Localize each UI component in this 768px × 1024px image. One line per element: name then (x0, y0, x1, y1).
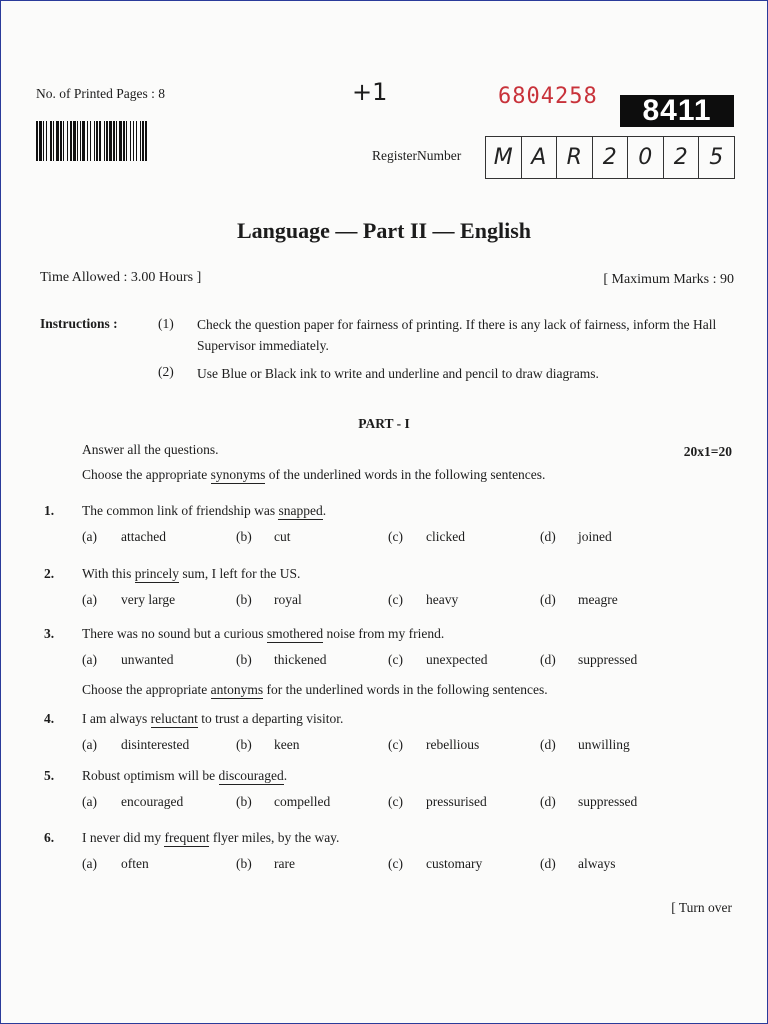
register-number-boxes (485, 136, 735, 179)
barcode-bar (145, 121, 147, 161)
option-text: pressurised (426, 794, 487, 809)
option-label: (d) (540, 592, 556, 607)
underlined-word: princely (134, 566, 179, 581)
option-label: (b) (236, 529, 252, 544)
option-text: heavy (426, 592, 459, 607)
option-label: (c) (388, 592, 403, 607)
option-text: often (121, 856, 149, 871)
option-label: (a) (82, 529, 97, 544)
printed-pages: No. of Printed Pages : 8 (36, 86, 165, 101)
question-text: The common link of friendship was snapped. (82, 503, 327, 518)
underlined-word: reluctant (150, 711, 198, 726)
answer-all-text: Answer all the questions. (82, 442, 219, 457)
question-number: 3. (44, 626, 55, 641)
register-box: 2 (592, 137, 628, 178)
question-text: Robust optimism will be discouraged. (82, 768, 288, 783)
option-label: (c) (388, 652, 403, 667)
underlined-word: antonyms (210, 682, 264, 697)
instruction-number: (2) (158, 364, 174, 379)
barcode (36, 121, 244, 161)
part-marks: 20x1=20 (683, 444, 732, 459)
question-number: 4. (44, 711, 55, 726)
paper-title: Language — Part II — English (237, 218, 531, 243)
question-text: I am always reluctant to trust a departing visitor. (82, 711, 344, 726)
option-text: suppressed (578, 652, 638, 667)
option-text: unexpected (426, 652, 488, 667)
option-text: always (578, 856, 616, 871)
instruction-number: (1) (158, 316, 174, 331)
option-label: (d) (540, 652, 556, 667)
option-text: disinterested (121, 737, 190, 752)
maximum-marks: [ Maximum Marks : 90 (603, 272, 734, 287)
option-text: keen (274, 737, 300, 752)
question-number: 2. (44, 566, 55, 581)
synonym-instruction: Choose the appropriate synonyms of the underlined words in the following sentences. (82, 467, 546, 482)
instructions-label: Instructions : (40, 316, 118, 331)
option-label: (d) (540, 737, 556, 752)
question-number: 1. (44, 503, 55, 518)
option-label: (a) (82, 856, 97, 871)
paper-code: 8411 (620, 95, 734, 127)
option-text: suppressed (578, 794, 638, 809)
part-heading: PART - I (358, 416, 410, 431)
class-mark: +1 (352, 78, 388, 106)
question-text: I never did my frequent flyer miles, by the way. (82, 830, 340, 845)
underlined-word: discouraged (218, 768, 284, 783)
option-text: encouraged (121, 794, 184, 809)
antonym-instruction: Choose the appropriate antonyms for the underlined words in the following sentences. (82, 682, 548, 697)
instruction-text: Use Blue or Black ink to write and underline and pencil to draw diagrams. (197, 366, 599, 381)
time-allowed: Time Allowed : 3.00 Hours ] (40, 270, 202, 285)
option-text: joined (578, 529, 612, 544)
question-text: With this princely sum, I left for the US. (82, 566, 301, 581)
option-text: royal (274, 592, 302, 607)
option-label: (b) (236, 737, 252, 752)
underlined-word: snapped (278, 503, 323, 518)
serial-number: 6804258 (498, 84, 598, 109)
option-text: meagre (578, 592, 618, 607)
option-text: clicked (426, 529, 465, 544)
option-label: (c) (388, 529, 403, 544)
option-label: (c) (388, 737, 403, 752)
option-text: thickened (274, 652, 327, 667)
option-text: attached (121, 529, 166, 544)
underlined-word: frequent (164, 830, 210, 845)
option-label: (a) (82, 592, 97, 607)
question-number: 5. (44, 768, 55, 783)
register-box: 2 (663, 137, 699, 178)
option-label: (b) (236, 794, 252, 809)
register-box: 5 (698, 137, 734, 178)
register-box: M (493, 145, 513, 170)
turn-over: [ Turn over (671, 900, 732, 915)
option-label: (d) (540, 856, 556, 871)
register-box: R (556, 137, 592, 178)
option-text: unwilling (578, 737, 630, 752)
option-label: (d) (540, 529, 556, 544)
option-label: (d) (540, 794, 556, 809)
option-text: rebellious (426, 737, 480, 752)
underlined-word: smothered (266, 626, 324, 641)
option-label: (b) (236, 652, 252, 667)
option-label: (b) (236, 592, 252, 607)
option-text: compelled (274, 794, 331, 809)
register-box: A (521, 137, 557, 178)
underlined-word: synonyms (210, 467, 266, 482)
option-label: (a) (82, 794, 97, 809)
instruction-text: Check the question paper for fairness of printing. If there is any lack of fairness, inform the Hall Supervisor immediately. (197, 317, 717, 353)
option-label: (a) (82, 737, 97, 752)
option-text: unwanted (121, 652, 174, 667)
question-number: 6. (44, 830, 55, 845)
option-label: (b) (236, 856, 252, 871)
option-text: rare (274, 856, 295, 871)
question-text: There was no sound but a curious smothered noise from my friend. (82, 626, 445, 641)
option-label: (c) (388, 794, 403, 809)
option-label: (a) (82, 652, 97, 667)
option-text: cut (274, 529, 291, 544)
option-label: (c) (388, 856, 403, 871)
register-number-label: RegisterNumber (372, 148, 462, 163)
register-box: 0 (627, 137, 663, 178)
option-text: very large (121, 592, 176, 607)
option-text: customary (426, 856, 483, 871)
